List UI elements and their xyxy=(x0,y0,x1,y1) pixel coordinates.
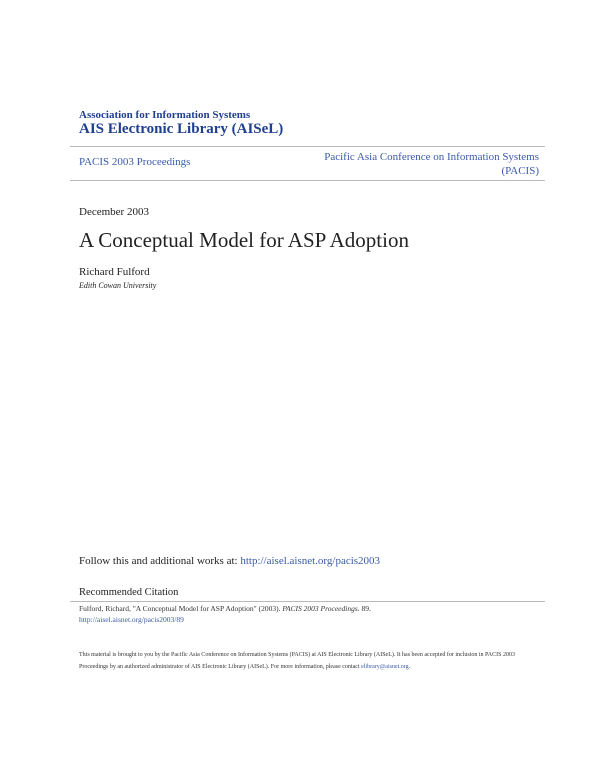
follow-line xyxy=(79,555,380,567)
citation-number: . 89. xyxy=(357,604,371,613)
author-name: Richard Fulford xyxy=(79,266,150,278)
citation-url-link[interactable]: http://aisel.aisnet.org/pacis2003/89 xyxy=(79,615,184,624)
recommended-citation-heading: Recommended Citation xyxy=(79,587,179,598)
notice-text: This material is brought to you by the Pacific Asia Conference on Information Systems (PACIS) at AIS Electronic Library (AISeL). It has been accepted for inclusion in PACIS 2003 Proceedings by an authorized administrator of AIS Electronic Library (AISeL). For more information, please contact xyxy=(79,652,515,670)
collection-link[interactable]: http://aisel.aisnet.org/pacis2003 xyxy=(240,555,381,567)
notice-end: . xyxy=(408,663,411,670)
conference-link[interactable]: Pacific Asia Conference on Information Systems (PACIS) xyxy=(324,151,539,177)
citation-source: PACIS 2003 Proceedings xyxy=(282,604,358,613)
organization-name: Association for Information Systems xyxy=(79,109,251,121)
follow-label: Follow this and additional works at: xyxy=(79,555,241,567)
header-divider-bottom xyxy=(70,180,545,181)
citation-text xyxy=(79,604,371,613)
contact-email-link[interactable]: elibrary@aisnet.org xyxy=(361,663,409,670)
citation-author-title: Fulford, Richard, "A Conceptual Model for ASP Adoption" (2003). xyxy=(79,604,283,613)
author-affiliation: Edith Cowan University xyxy=(79,281,157,290)
citation-divider xyxy=(70,601,545,602)
header-divider-top xyxy=(70,146,545,147)
proceedings-link[interactable]: PACIS 2003 Proceedings xyxy=(79,156,191,168)
library-name-link[interactable]: AIS Electronic Library (AISeL) xyxy=(79,121,284,137)
paper-title: A Conceptual Model for ASP Adoption xyxy=(79,228,409,252)
repository-notice xyxy=(79,650,534,673)
publication-date: December 2003 xyxy=(79,206,149,218)
